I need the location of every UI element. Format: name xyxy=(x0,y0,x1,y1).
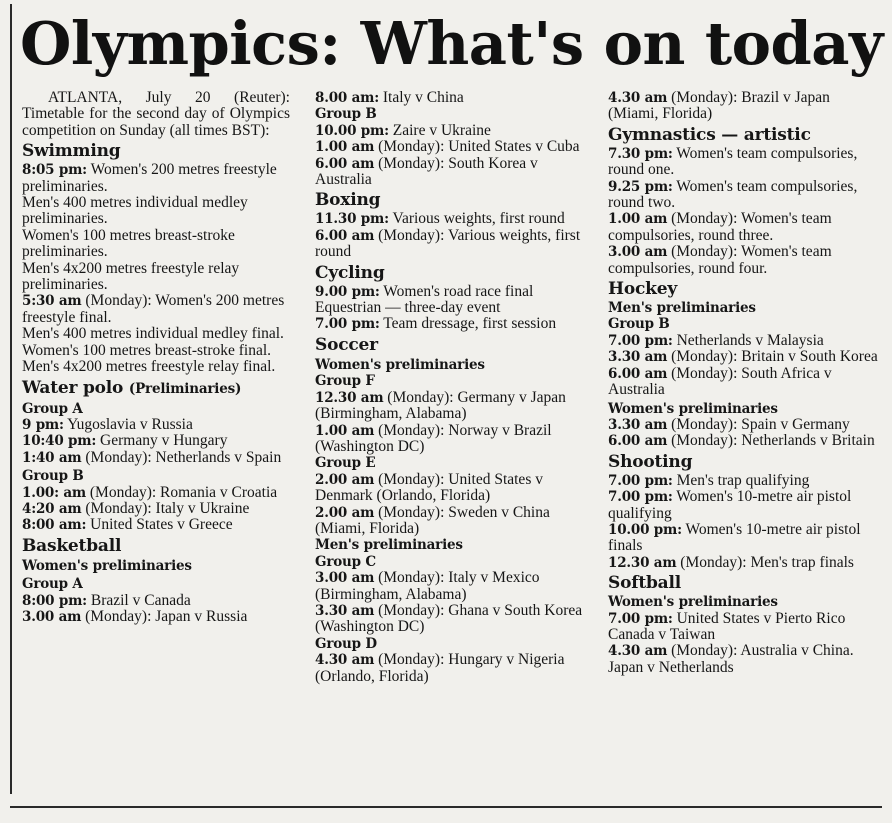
event-text: Canada v Taiwan xyxy=(608,625,716,643)
event-item xyxy=(315,603,590,636)
event-item xyxy=(608,211,878,244)
event-text: (Monday): Women's team compulsories, round four. xyxy=(608,243,832,277)
event-text: Women's 100 metres breast-stroke final. xyxy=(22,341,272,359)
event-item xyxy=(608,473,878,489)
event-item xyxy=(315,316,590,332)
event-text: Women's team compulsories, round one. xyxy=(608,144,858,179)
event-text: Women's team compulsories, round two. xyxy=(608,177,858,212)
event-item xyxy=(608,555,878,571)
subsection-heading: Women's preliminaries xyxy=(22,557,192,574)
event-text: (Monday): United States v Denmark (Orlando, Florida) xyxy=(315,470,543,505)
event-item xyxy=(22,293,290,326)
subsection-heading: Men's preliminaries xyxy=(608,300,756,317)
left-border-rule xyxy=(10,4,12,794)
event-text: Yugoslavia v Russia xyxy=(63,415,193,433)
event-time: 6.00 am xyxy=(315,155,375,172)
event-text: Italy v China xyxy=(379,89,464,106)
event-time: 9 pm: xyxy=(22,416,64,433)
event-time: 2.00 am xyxy=(315,471,375,488)
section-heading-basketball: Basketball xyxy=(22,535,122,556)
event-time: 11.30 pm: xyxy=(315,211,389,228)
event-item xyxy=(22,326,290,342)
event-item xyxy=(608,611,878,627)
subsection-heading: Women's preliminaries xyxy=(608,594,778,611)
event-item xyxy=(22,359,290,375)
event-time: 12.30 am xyxy=(315,389,384,406)
section-heading-swimming: Swimming xyxy=(22,141,121,162)
event-time: 10.00 pm: xyxy=(315,122,389,139)
event-item xyxy=(315,390,590,423)
event-time: 3.30 am xyxy=(608,416,668,433)
event-item xyxy=(315,423,590,456)
event-time: 6.00 am xyxy=(608,433,668,450)
event-time: 1.00: am xyxy=(22,484,86,501)
event-text: Men's trap qualifying xyxy=(672,471,810,489)
event-text: Netherlands v Malaysia xyxy=(672,331,824,349)
event-time: 10.00 pm: xyxy=(608,521,682,538)
event-time: 2.00 am xyxy=(315,504,375,521)
event-item xyxy=(608,349,878,365)
event-time: 7.00 pm: xyxy=(608,489,673,506)
group-heading: Group E xyxy=(315,455,376,472)
event-item xyxy=(315,139,590,155)
event-item xyxy=(315,90,590,106)
event-time: 8:00 am: xyxy=(22,517,87,534)
section-heading-soccer: Soccer xyxy=(315,334,378,355)
event-time: 3.30 am xyxy=(315,602,375,619)
event-text: Men's 4x200 metres freestyle relay preliminaries. xyxy=(22,259,240,294)
event-time: 3.00 am xyxy=(315,570,375,587)
section-heading-hockey: Hockey xyxy=(608,279,678,300)
event-time: 1:40 am xyxy=(22,449,82,466)
event-text: (Monday): Spain v Germany xyxy=(667,415,850,433)
event-time: 4.30 am xyxy=(608,643,668,660)
section-heading-cycling: Cycling xyxy=(315,262,385,283)
headline: Olympics: What's on today xyxy=(20,9,883,78)
event-item xyxy=(22,517,290,533)
event-time: 3.00 am xyxy=(22,608,82,625)
event-text: Zaire v Ukraine xyxy=(388,121,491,139)
event-time: 8:00 pm: xyxy=(22,592,87,609)
event-time: 9.25 pm: xyxy=(608,178,673,195)
event-time: 1.00 am xyxy=(315,422,375,439)
event-item xyxy=(22,261,290,294)
event-text: Women's road race final xyxy=(379,282,534,300)
event-text: Team dressage, first session xyxy=(379,315,557,333)
event-item xyxy=(608,433,878,449)
event-time: 4.30 am xyxy=(315,652,375,669)
event-text: (Monday): Ghana v South Korea (Washington DC) xyxy=(315,601,583,636)
event-item xyxy=(608,417,878,433)
event-text: (Monday): Italy v Mexico (Birmingham, Alabama) xyxy=(315,569,540,603)
event-time: 3.30 am xyxy=(608,349,668,366)
event-item xyxy=(315,211,590,227)
event-item xyxy=(608,522,878,555)
event-text: (Monday): Sweden v China (Miami, Florida) xyxy=(315,503,550,537)
event-text: (Monday): Netherlands v Spain xyxy=(81,448,282,466)
event-item xyxy=(22,450,290,466)
event-time: 7.00 pm: xyxy=(608,332,673,349)
subsection-heading: Men's preliminaries xyxy=(315,537,463,554)
event-item xyxy=(608,90,878,123)
event-text: (Monday): Norway v Brazil (Washington DC) xyxy=(315,421,552,455)
event-time: 7.00 pm: xyxy=(608,472,673,489)
event-text: Women's 100 metres breast-stroke preliminaries. xyxy=(22,226,235,261)
section-heading-boxing: Boxing xyxy=(315,190,381,211)
event-time: 5:30 am xyxy=(22,293,82,310)
event-item xyxy=(315,284,590,300)
event-time: 4:20 am xyxy=(22,500,82,517)
event-text: (Monday): Germany v Japan (Birmingham, Alabama) xyxy=(315,388,566,423)
group-heading: Group A xyxy=(22,576,83,593)
section-heading-equestrian: Equestrian — three-day event xyxy=(315,299,501,317)
event-text: (Monday): Britain v South Korea xyxy=(667,348,878,366)
event-text: Women's 10-metre air pistol finals xyxy=(608,520,861,555)
event-text: (Monday): Women's 200 metres freestyle final. xyxy=(22,292,285,326)
section-heading-water-polo xyxy=(22,378,290,399)
event-time: 4.30 am xyxy=(608,90,668,106)
group-heading: Group A xyxy=(22,400,83,417)
event-time: 7.00 pm: xyxy=(315,316,380,333)
event-text: Men's 400 metres individual medley preliminaries. xyxy=(22,194,248,228)
event-time: 6.00 am xyxy=(315,227,375,244)
event-item xyxy=(608,366,878,399)
event-text: (Monday): Japan v Russia xyxy=(81,607,248,625)
event-text: (Monday): United States v Cuba xyxy=(374,138,580,156)
group-heading: Group B xyxy=(22,468,84,485)
event-text: (Monday): Netherlands v Britain xyxy=(667,432,875,450)
event-item xyxy=(22,485,290,501)
event-item xyxy=(608,244,878,277)
event-item xyxy=(315,652,590,685)
event-text: Germany v Hungary xyxy=(96,432,228,450)
event-text: Men's 400 metres individual medley final. xyxy=(22,325,284,343)
event-item xyxy=(315,570,590,603)
bottom-border-rule xyxy=(10,806,882,808)
event-item xyxy=(315,123,590,139)
group-heading: Group B xyxy=(315,106,377,123)
event-text: (Monday): South Africa v Australia xyxy=(608,364,832,399)
event-text: Men's 4x200 metres freestyle relay final. xyxy=(22,358,276,376)
event-item xyxy=(22,162,290,195)
event-text: (Monday): Romania v Croatia xyxy=(86,483,278,501)
event-text: Brazil v Canada xyxy=(86,591,191,609)
intro-paragraph: ATLANTA, July 20 (Reuter): Timetable for the second day of Olympics competition on Sunday (all times BST): xyxy=(22,89,290,139)
event-item xyxy=(608,627,878,643)
group-heading: Group B xyxy=(608,316,670,333)
event-text: Women's 10-metre air pistol qualifying xyxy=(608,488,852,522)
event-item xyxy=(608,489,878,522)
event-text: (Monday): Various weights, first round xyxy=(315,226,581,261)
section-title: Water polo xyxy=(22,377,124,398)
event-text: (Monday): Men's trap finals xyxy=(676,553,854,571)
event-text: (Monday): South Korea v Australia xyxy=(315,154,538,189)
event-text: (Monday): Brazil v Japan (Miami, Florida) xyxy=(608,89,830,123)
event-text: (Monday): Hungary v Nigeria (Orlando, Florida) xyxy=(315,651,565,685)
event-time: 12.30 am xyxy=(608,554,677,571)
event-text: United States v Pierto Rico xyxy=(672,609,846,627)
event-item xyxy=(22,433,290,449)
event-text: (Monday): Women's team compulsories, round three. xyxy=(608,210,832,244)
column-3 xyxy=(608,90,878,676)
event-time: 7.30 pm: xyxy=(608,145,673,162)
event-item xyxy=(22,343,290,359)
subsection-heading: Women's preliminaries xyxy=(608,400,778,417)
event-item xyxy=(22,228,290,261)
group-heading: Group F xyxy=(315,373,375,390)
event-time: 8.00 am: xyxy=(315,90,379,106)
event-item xyxy=(608,179,878,212)
event-time: 1.00 am xyxy=(608,211,668,228)
event-item xyxy=(315,156,590,189)
event-item xyxy=(22,501,290,517)
event-item xyxy=(315,472,590,505)
event-text: United States v Greece xyxy=(86,516,233,534)
event-item xyxy=(608,333,878,349)
section-heading-gymnastics: Gymnastics — artistic xyxy=(608,124,811,145)
event-text: (Monday): Australia v China. Japan v Netherlands xyxy=(608,642,854,676)
event-time: 10:40 pm: xyxy=(22,433,97,450)
event-time: 8:05 pm: xyxy=(22,162,87,179)
column-2 xyxy=(315,90,590,685)
event-time: 9.00 pm: xyxy=(315,283,380,300)
event-item xyxy=(22,195,290,228)
event-item xyxy=(608,146,878,179)
event-time: 6.00 am xyxy=(608,365,668,382)
section-subtitle: (Preliminaries) xyxy=(128,380,242,397)
group-heading: Group C xyxy=(315,553,376,570)
section-heading-softball: Softball xyxy=(608,573,681,594)
event-item xyxy=(22,609,290,625)
event-text: Various weights, first round xyxy=(388,210,565,228)
event-item xyxy=(315,228,590,261)
column-1 xyxy=(22,90,290,625)
event-time: 7.00 pm: xyxy=(608,610,673,627)
group-heading: Group D xyxy=(315,635,377,652)
event-time: 3.00 am xyxy=(608,244,668,261)
section-heading-shooting: Shooting xyxy=(608,451,693,472)
event-item xyxy=(315,505,590,538)
event-item xyxy=(22,417,290,433)
event-item xyxy=(608,643,878,676)
event-item xyxy=(22,593,290,609)
event-text: Women's 200 metres freestyle preliminaries. xyxy=(22,161,277,195)
event-text: (Monday): Italy v Ukraine xyxy=(81,499,250,517)
subsection-heading: Women's preliminaries xyxy=(315,356,485,373)
event-time: 1.00 am xyxy=(315,139,375,156)
